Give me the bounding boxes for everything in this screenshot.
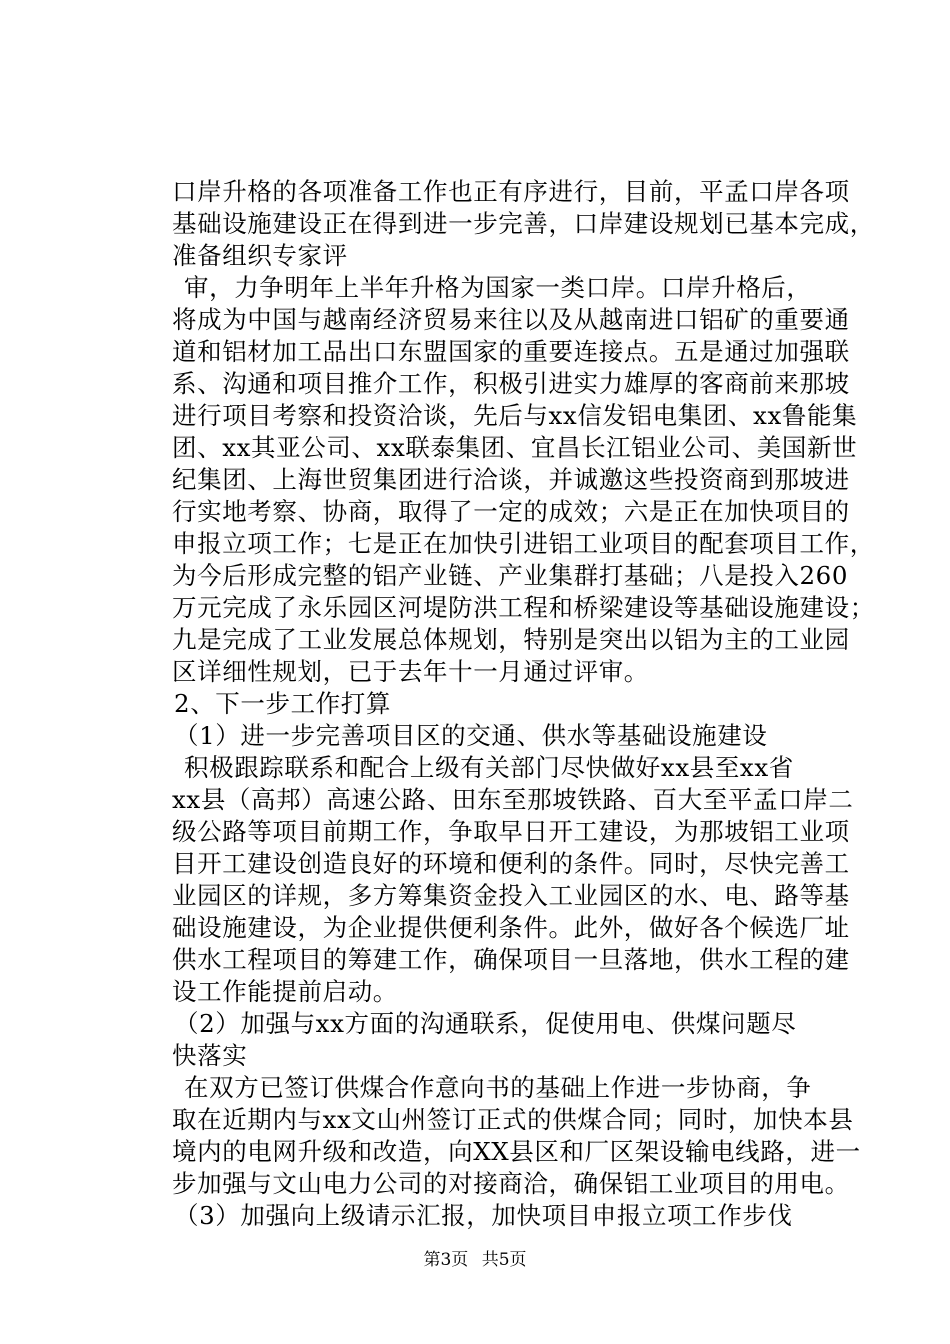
text-line: 纪集团、上海世贸集团进行洽谈，并诚邀这些投资商到那坡进 [172,465,850,494]
text-line: 团、xx其亚公司、xx联泰集团、宜昌长江铝业公司、美国新世 [172,433,858,462]
page-number: 第3页 [423,1250,469,1270]
subsection-heading: （2）加强与xx方面的沟通联系，促使用电、供煤问题尽 [174,1009,797,1038]
text-line: 取在近期内与xx文山州签订正式的供煤合同；同时，加快本县 [172,1105,854,1134]
section-heading: 2、下一步工作打算 [174,689,391,718]
text-line: 进行项目考察和投资洽谈，先后与xx信发铝电集团、xx鲁能集 [172,401,858,430]
text-line: 础设施建设，为企业提供便利条件。此外，做好各个候选厂址 [172,913,850,942]
text-line: 境内的电网升级和改造，向XX县区和厂区架设输电线路，进一 [172,1137,861,1166]
page-total: 共5页 [481,1250,527,1270]
text-line: 道和铝材加工品出口东盟国家的重要连接点。五是通过加强联 [172,337,850,366]
text-line: 业园区的详规，多方筹集资金投入工业园区的水、电、路等基 [172,881,850,910]
text-line: 准备组织专家评 [172,241,348,270]
text-line: 为今后形成完整的铝产业链、产业集群打基础；八是投入260 [172,561,849,590]
text-line: 供水工程项目的筹建工作，确保项目一旦落地，供水工程的建 [172,945,850,974]
subsection-heading: （1）进一步完善项目区的交通、供水等基础设施建设 [174,721,768,750]
text-line: 行实地考察、协商，取得了一定的成效；六是正在加快项目的 [172,497,850,526]
text-line: xx县（高邦）高速公路、田东至那坡铁路、百大至平孟口岸二 [172,785,854,814]
text-line: 积极跟踪联系和配合上级有关部门尽快做好xx县至xx省 [184,753,794,782]
subsection-heading: （3）加强向上级请示汇报，加快项目申报立项工作步伐 [174,1201,793,1230]
text-line: 审，力争明年上半年升格为国家一类口岸。口岸升格后， [184,273,812,302]
text-line: 万元完成了永乐园区河堤防洪工程和桥梁建设等基础设施建设； [172,593,875,622]
text-line: 区详细性规划，已于去年十一月通过评审。 [172,657,649,686]
text-line: 级公路等项目前期工作，争取早日开工建设，为那坡铝工业项 [172,817,850,846]
page-footer [0,1248,950,1272]
text-line: 将成为中国与越南经济贸易来往以及从越南进口铝矿的重要通 [172,305,850,334]
text-line: 基础设施建设正在得到进一步完善，口岸建设规划已基本完成， [172,209,875,238]
text-line: 快落实 [172,1041,248,1070]
text-line: 设工作能提前启动。 [172,977,398,1006]
text-line: 九是完成了工业发展总体规划，特别是突出以铝为主的工业园 [172,625,850,654]
text-line: 口岸升格的各项准备工作也正有序进行，目前，平孟口岸各项 [172,177,850,206]
text-line: 目开工建设创造良好的环境和便利的条件。同时，尽快完善工 [172,849,850,878]
text-line: 步加强与文山电力公司的对接商洽，确保铝工业项目的用电。 [172,1169,850,1198]
text-line: 申报立项工作；七是正在加快引进铝工业项目的配套项目工作， [172,529,875,558]
text-line: 在双方已签订供煤合作意向书的基础上作进一步协商，争 [184,1073,812,1102]
text-line: 系、沟通和项目推介工作，积极引进实力雄厚的客商前来那坡 [172,369,850,398]
